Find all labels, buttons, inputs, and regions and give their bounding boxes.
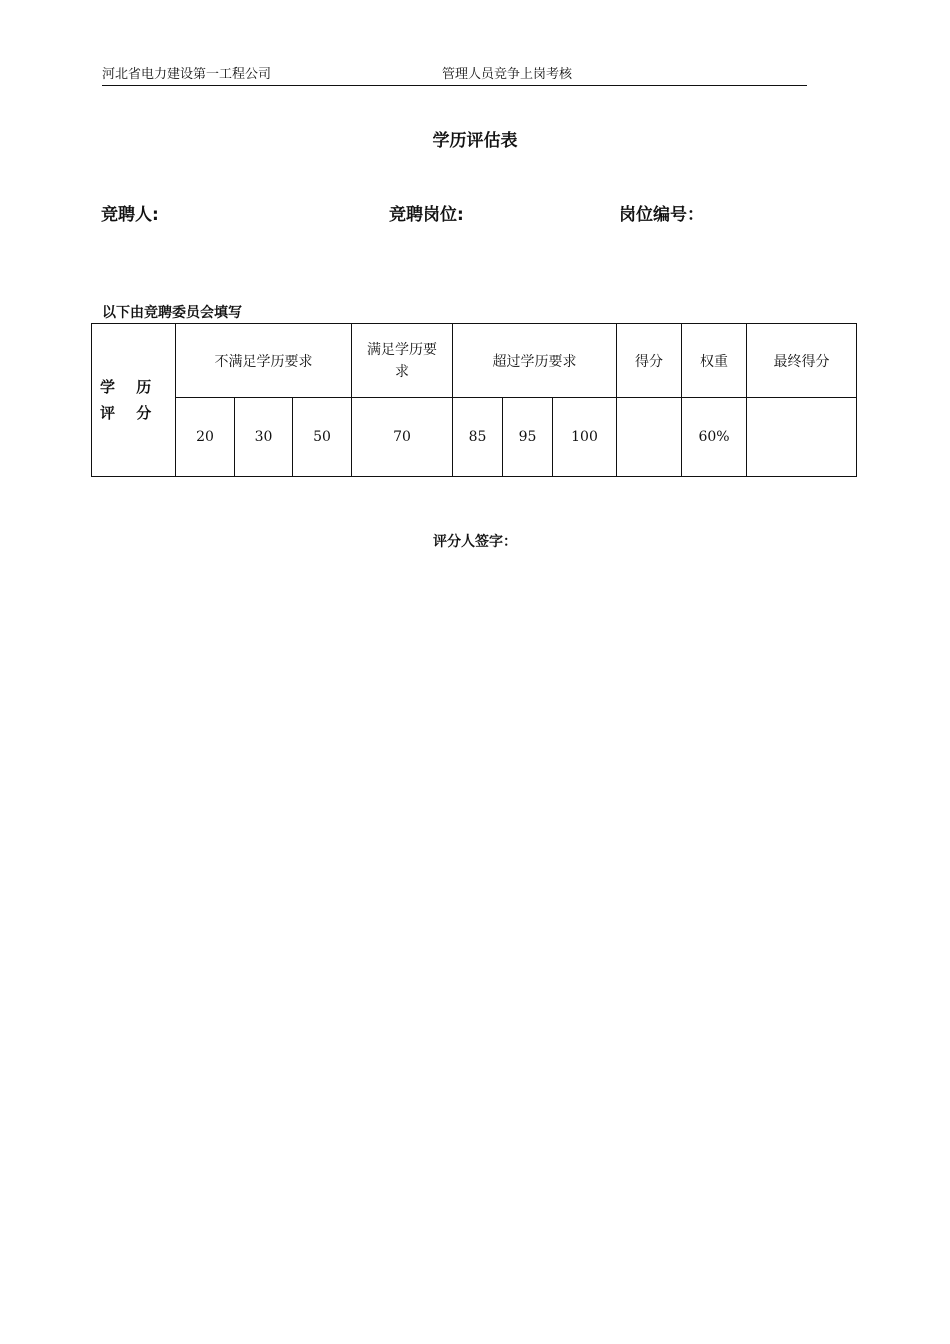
cell-score <box>617 398 682 477</box>
header-exceed: 超过学历要求 <box>453 324 617 398</box>
cell-weight: 60% <box>682 398 747 477</box>
cell-not-meet-2: 30 <box>235 398 293 477</box>
position-field-label: 竞聘岗位: <box>389 205 464 225</box>
cell-exceed-3: 100 <box>553 398 617 477</box>
page-title: 学历评估表 <box>432 131 518 151</box>
header-score: 得分 <box>617 324 682 398</box>
row-header-education-score: 学 历 评 分 <box>92 324 176 477</box>
page-header <box>102 66 807 86</box>
cell-not-meet-1: 20 <box>176 398 235 477</box>
cell-exceed-2: 95 <box>503 398 553 477</box>
header-company: 河北省电力建设第一工程公司 <box>102 67 272 82</box>
header-not-meet: 不满足学历要求 <box>176 324 352 398</box>
header-weight: 权重 <box>682 324 747 398</box>
education-score-table <box>91 323 857 477</box>
table-header-row <box>92 324 857 398</box>
cell-not-meet-3: 50 <box>293 398 352 477</box>
candidate-field-label: 竞聘人: <box>101 205 159 225</box>
header-final-score: 最终得分 <box>747 324 857 398</box>
scorer-signature-label: 评分人签字： <box>433 534 517 550</box>
committee-note: 以下由竞聘委员会填写 <box>102 305 242 321</box>
cell-final-score <box>747 398 857 477</box>
header-subtitle: 管理人员竞争上岗考核 <box>442 67 573 82</box>
position-code-field-label: 岗位编号： <box>619 205 704 225</box>
table-value-row <box>92 398 857 477</box>
cell-exceed-1: 85 <box>453 398 503 477</box>
cell-meet: 70 <box>352 398 453 477</box>
header-meet: 满足学历要求 <box>352 324 453 398</box>
